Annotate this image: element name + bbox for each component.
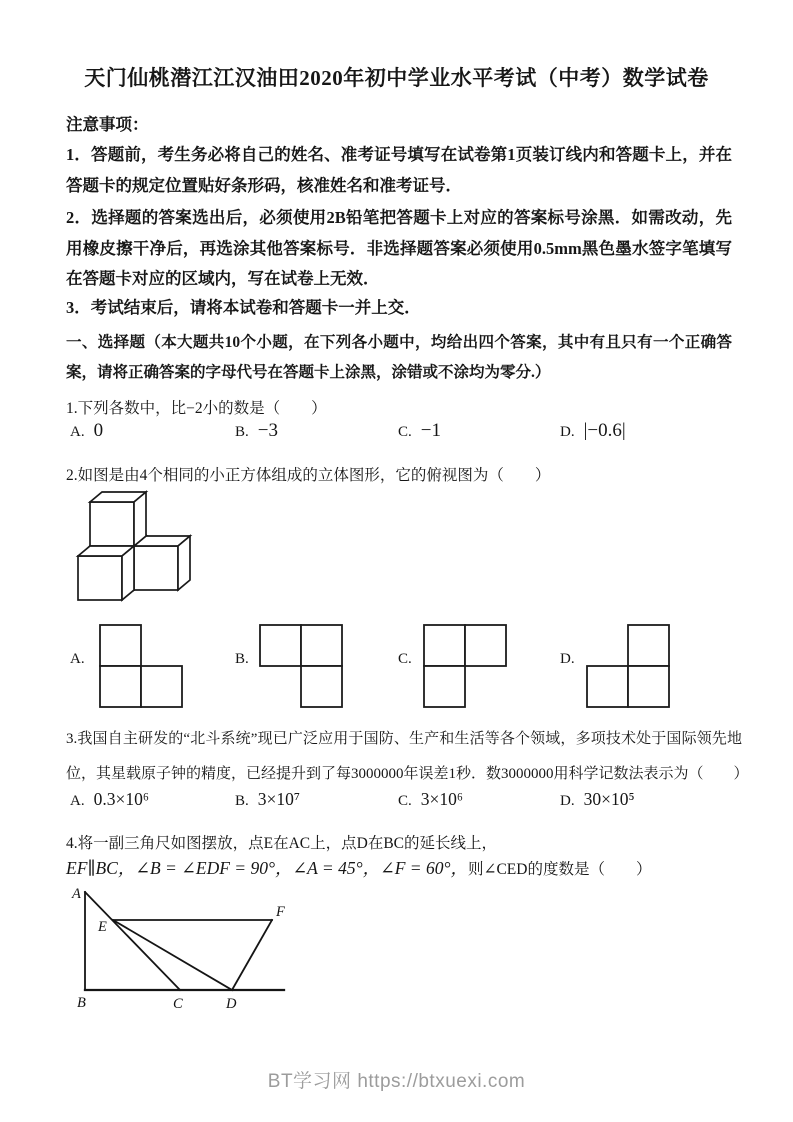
q1-option-c — [398, 420, 441, 442]
q3-option-a — [70, 789, 149, 810]
q1-option-b — [235, 420, 278, 442]
top-view-cell — [260, 625, 301, 666]
point-label-b: B — [77, 995, 86, 1011]
page-title: 天门仙桃潜江江汉油田2020年初中学业水平考试（中考）数学试卷 — [84, 66, 709, 90]
q2-option-c-figure — [422, 623, 510, 711]
q2-option-c-label: C. — [398, 651, 412, 667]
option-value: 0.3×10⁶ — [93, 789, 149, 809]
q4-math-expression: EF∥BC，∠B = ∠EDF = 90°，∠A = 45°，∠F = 60°， — [66, 858, 468, 878]
option-value: −1 — [420, 420, 441, 441]
q2-option-d-figure — [585, 623, 673, 711]
top-view-cell — [100, 625, 141, 666]
option-label: A. — [70, 424, 85, 440]
option-value: 3×10⁷ — [257, 789, 300, 809]
point-label-f: F — [276, 904, 285, 920]
top-view-cell — [587, 666, 628, 707]
option-value: 0 — [93, 420, 104, 441]
top-view-cell — [141, 666, 182, 707]
top-view-cell — [301, 666, 342, 707]
point-label-c: C — [173, 996, 183, 1012]
q2-option-d-label: D. — [560, 651, 575, 667]
option-value: |−0.6| — [583, 420, 626, 441]
cube-top — [90, 492, 146, 546]
segment-AC — [85, 892, 180, 990]
cube-stack-figure — [66, 486, 206, 608]
watermark-footer: BT学习网 https://btxuexi.com — [267, 1071, 526, 1092]
question-4-text-line1: 4.将一副三角尺如图摆放，点E在AC上，点D在BC的延长线上， — [66, 835, 497, 852]
top-view-cell — [424, 666, 465, 707]
top-view-cell — [424, 625, 465, 666]
segment-ED — [113, 920, 232, 990]
notice-item-1: 1．答题前，考生务必将自己的姓名、准考证号填写在试卷第1页装订线内和答题卡上，并在答题卡的规定位置贴好条形码，核准姓名和准考证号． — [66, 145, 732, 195]
q4-question-tail: 则∠CED的度数是（ ） — [467, 861, 652, 878]
question-1-text: 1.下列各数中，比−2小的数是（ ） — [66, 400, 327, 417]
question-4-text-line2 — [66, 855, 651, 885]
section-1-heading: 一、选择题（本大题共10个小题，在下列各小题中，均给出四个答案，其中有且只有一个正确答案，请将正确答案的字母代号在答题卡上涂黑，涂错或不涂均为零分.） — [66, 334, 732, 381]
segment-DF — [232, 920, 272, 990]
top-view-cell — [465, 625, 506, 666]
top-view-cell — [628, 625, 669, 666]
q3-option-d — [560, 789, 635, 810]
option-label: D. — [560, 424, 575, 440]
option-value: 30×10⁵ — [583, 789, 635, 809]
triangle-ruler-figure — [66, 885, 306, 1013]
notice-item-2: 2．选择题的答案选出后，必须使用2B铅笔把答题卡上对应的答案标号涂黑．如需改动，先用橡皮擦干净后，再选涂其他答案标号．非选择题答案必须使用0.5mm黑色墨水签字笔填写在答题卡对应的区域内，写在试卷上无效． — [66, 208, 732, 288]
point-label-e: E — [98, 919, 107, 935]
question-2-options — [0, 623, 793, 713]
q3-option-b — [235, 789, 300, 810]
q1-option-a — [70, 420, 103, 442]
question-1-options — [0, 420, 793, 454]
q1-option-d — [560, 420, 626, 442]
option-label: B. — [235, 424, 249, 440]
question-3-text: 3.我国自主研发的“北斗系统”现已广泛应用于国防、生产和生活等各个领域，多项技术处于国际领先地位，其星载原子钟的精度，已经提升到了每3000000年误差1秒．数3000000用科学记数法表示为（ ） — [66, 731, 749, 782]
q2-option-b-figure — [258, 623, 346, 711]
cube-bottom-right — [134, 536, 190, 590]
option-label: A. — [70, 793, 85, 809]
notice-item-3: 3．考试结束后，请将本试卷和答题卡一并上交． — [66, 298, 421, 317]
q2-option-a-label: A. — [70, 651, 85, 667]
q2-option-b-label: B. — [235, 651, 249, 667]
top-view-cell — [301, 625, 342, 666]
top-view-cell — [100, 666, 141, 707]
option-label: C. — [398, 793, 412, 809]
cube-bottom-front — [78, 546, 134, 600]
option-label: C. — [398, 424, 412, 440]
question-3-options — [0, 789, 793, 823]
option-label: B. — [235, 793, 249, 809]
q3-option-c — [398, 789, 463, 810]
question-2-text: 2.如图是由4个相同的小正方体组成的立体图形，它的俯视图为（ ） — [66, 467, 551, 484]
point-label-d: D — [226, 996, 237, 1012]
notice-heading: 注意事项： — [66, 115, 149, 134]
point-label-a: A — [72, 886, 81, 902]
top-view-cell — [628, 666, 669, 707]
q2-option-a-figure — [98, 623, 186, 711]
option-value: −3 — [257, 420, 278, 441]
option-label: D. — [560, 793, 575, 809]
option-value: 3×10⁶ — [420, 789, 463, 809]
